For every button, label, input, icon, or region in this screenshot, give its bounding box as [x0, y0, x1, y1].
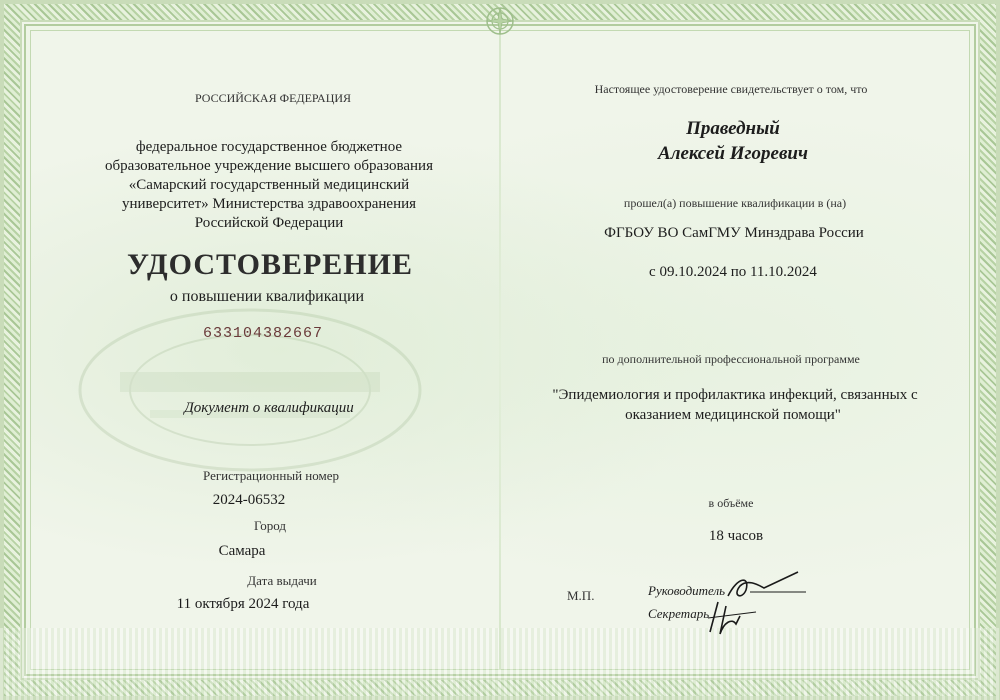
issue-date-label: Дата выдачи [247, 573, 317, 588]
program-label: по дополнительной профессиональной программе [602, 352, 860, 366]
institution-line-4: университет» Министерства здравоохранения [121, 196, 417, 212]
volume-label: в объёме [708, 496, 754, 510]
institution-line-2: образовательное учреждение высшего образования [105, 158, 433, 174]
city-label: Город [253, 518, 287, 533]
passed-training-label: прошел(а) повышение квалификации в (на) [623, 196, 847, 210]
registration-number: 2024-06532 [212, 492, 286, 508]
secretary-label: Секретарь [648, 606, 710, 621]
training-organization: ФГБОУ ВО СамГМУ Минздрава России [604, 225, 864, 241]
document-type: Документ о квалификации [184, 400, 354, 416]
stamp-place-label: М.П. [567, 588, 595, 603]
program-title-line-1: "Эпидемиология и профилактика инфекций, связанных с [552, 387, 918, 403]
country-label: РОССИЙСКАЯ ФЕДЕРАЦИЯ [194, 91, 352, 105]
head-label: Руководитель [648, 583, 726, 598]
institution-line-3: «Самарский государственный медицинский [128, 177, 410, 193]
issue-date-value: 11 октября 2024 года [176, 596, 310, 612]
document-title: УДОСТОВЕРЕНИЕ [127, 248, 413, 281]
holder-given-names: Алексей Игоревич [658, 143, 808, 164]
serial-number: 633104382667 [202, 325, 324, 342]
intro-text: Настоящее удостоверение свидетельствует о том, что [594, 82, 868, 96]
volume-value: 18 часов [708, 528, 764, 544]
program-title-line-2: оказанием медицинской помощи" [625, 407, 841, 423]
secretary-signature-icon [706, 596, 766, 638]
institution-line-1: федеральное государственное бюджетное [135, 139, 403, 155]
holder-surname: Праведный [686, 118, 780, 139]
rosette-ornament-icon [485, 6, 515, 36]
training-period: с 09.10.2024 по 11.10.2024 [649, 264, 817, 280]
center-fold [499, 30, 501, 670]
institution-line-5: Российской Федерации [194, 215, 344, 231]
document-subtitle: о повышении квалификации [169, 288, 365, 305]
city-value: Самара [218, 543, 266, 559]
registration-label: Регистрационный номер [203, 468, 339, 483]
